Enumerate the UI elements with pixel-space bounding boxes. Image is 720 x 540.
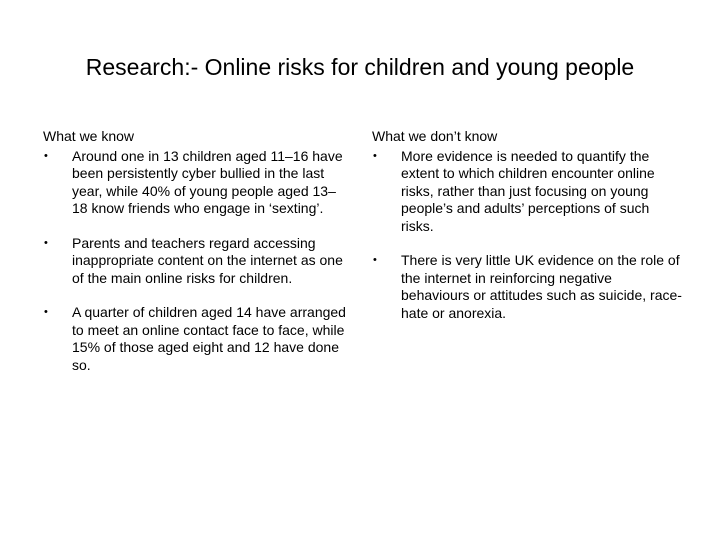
list-item [43, 148, 348, 218]
what-we-dont-know-column [372, 128, 682, 339]
bullet-text: Parents and teachers regard accessing inappropriate content on the internet as one of the main online risks for children. [72, 234, 343, 286]
slide-title: Research:- Online risks for children and young people [85, 54, 635, 80]
bullet-text: More evidence is needed to quantify the extent to which children encounter online risks, rather than just focusing on young people’s and adults’ perceptions of such risks. [401, 147, 655, 234]
bullet-icon: • [44, 149, 48, 162]
list-item [43, 304, 348, 374]
bullet-text: A quarter of children aged 14 have arranged to meet an online contact face to face, while 15% of those aged eight and 12 have done so. [72, 304, 346, 373]
what-we-know-list [43, 148, 348, 375]
bullet-icon: • [373, 254, 377, 266]
list-item [372, 252, 682, 322]
list-item [372, 148, 682, 236]
what-we-dont-know-list [372, 148, 682, 323]
bullet-text: There is very little UK evidence on the role of the internet in reinforcing negative behaviours or attitudes such as suicide, race-hate or anorexia. [401, 252, 682, 321]
bullet-text: Around one in 13 children aged 11–16 have been persistently cyber bullied in the last year, while 40% of young people aged 13–18 know friends who engage in ‘sexting’. [72, 147, 343, 216]
what-we-dont-know-heading: What we don’t know [372, 128, 498, 144]
what-we-know-heading: What we know [43, 128, 135, 144]
list-item [43, 235, 348, 288]
what-we-know-column [43, 128, 348, 391]
bullet-icon: • [373, 149, 377, 162]
bullet-icon: • [44, 236, 48, 249]
bullet-icon: • [44, 306, 48, 318]
